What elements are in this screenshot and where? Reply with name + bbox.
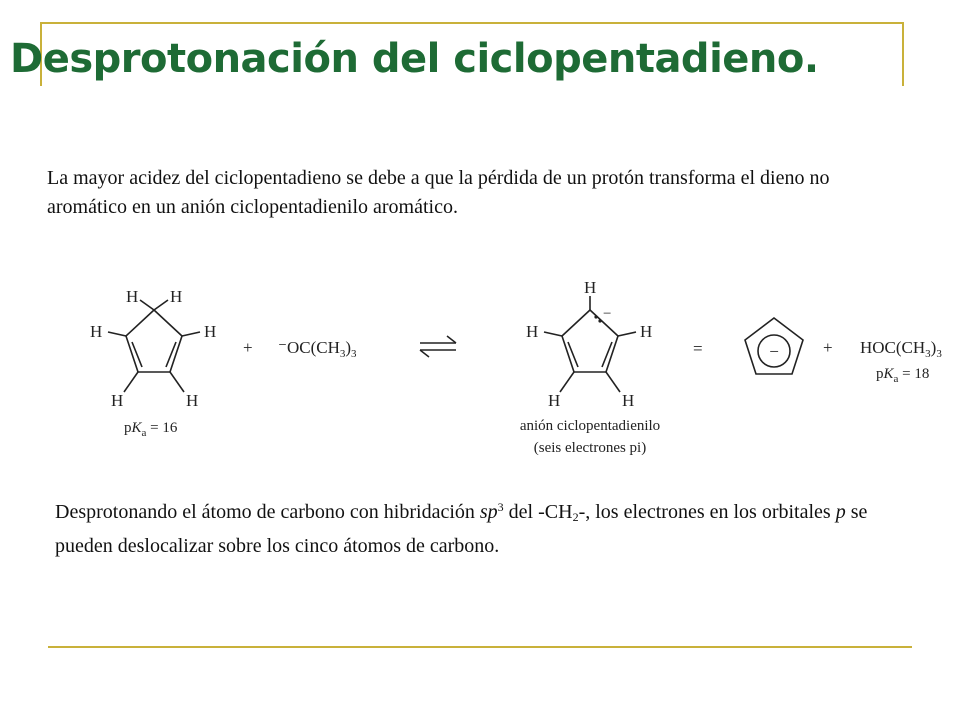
negative-charge: − <box>603 306 612 322</box>
pka-left: $pK_a = 16$ <box>124 420 178 439</box>
ring-negative-charge: − <box>769 342 779 361</box>
bottom-rule <box>48 646 912 648</box>
cyclopentadiene-structure <box>108 300 200 392</box>
h-atom: H <box>126 287 139 306</box>
h-atom: H <box>111 391 124 410</box>
top-rule <box>40 22 904 24</box>
plus-sign: + <box>823 338 833 357</box>
h-atom: H <box>548 391 561 410</box>
tert-butanol-product: $HOC(CH_3)_3$ <box>860 338 942 360</box>
cyclopentadienyl-anion-structure <box>544 296 636 392</box>
h-atom: H <box>584 278 597 297</box>
plus-sign: + <box>243 338 253 357</box>
reaction-scheme <box>0 270 960 470</box>
explanation-paragraph: Desprotonando el átomo de carbono con hibridación $sp^3$ del $-CH_2-$, los electrones en los orbitales p se pueden deslocalizar sobre los cinco átomos de carbono. <box>55 500 868 557</box>
equilibrium-arrows-icon <box>420 336 456 357</box>
tert-butoxide-base: $^-OC(CH_3)_3$ <box>278 338 357 360</box>
h-atom: H <box>90 322 103 341</box>
intro-paragraph: La mayor acidez del ciclopentadieno se debe a que la pérdida de un protón transforma el dieno no aromático en un anión ciclopentadienilo aromático. <box>47 167 830 218</box>
equals-sign: = <box>693 339 703 358</box>
h-atom: H <box>622 391 635 410</box>
pka-right: $pK_a = 18$ <box>876 366 930 385</box>
slide-title: Desprotonación del ciclopentadieno. <box>10 36 819 82</box>
anion-name: anión ciclopentadienilo <box>519 418 661 434</box>
top-rule-right-tick <box>902 22 904 86</box>
anion-note: (seis electrones pi) <box>533 440 647 456</box>
h-atom: H <box>170 287 183 306</box>
h-atom: H <box>204 322 217 341</box>
h-atom: H <box>640 322 653 341</box>
h-atom: H <box>526 322 539 341</box>
h-atom: H <box>186 391 199 410</box>
lone-pair-dot <box>598 319 601 322</box>
lone-pair-dot <box>594 315 597 318</box>
